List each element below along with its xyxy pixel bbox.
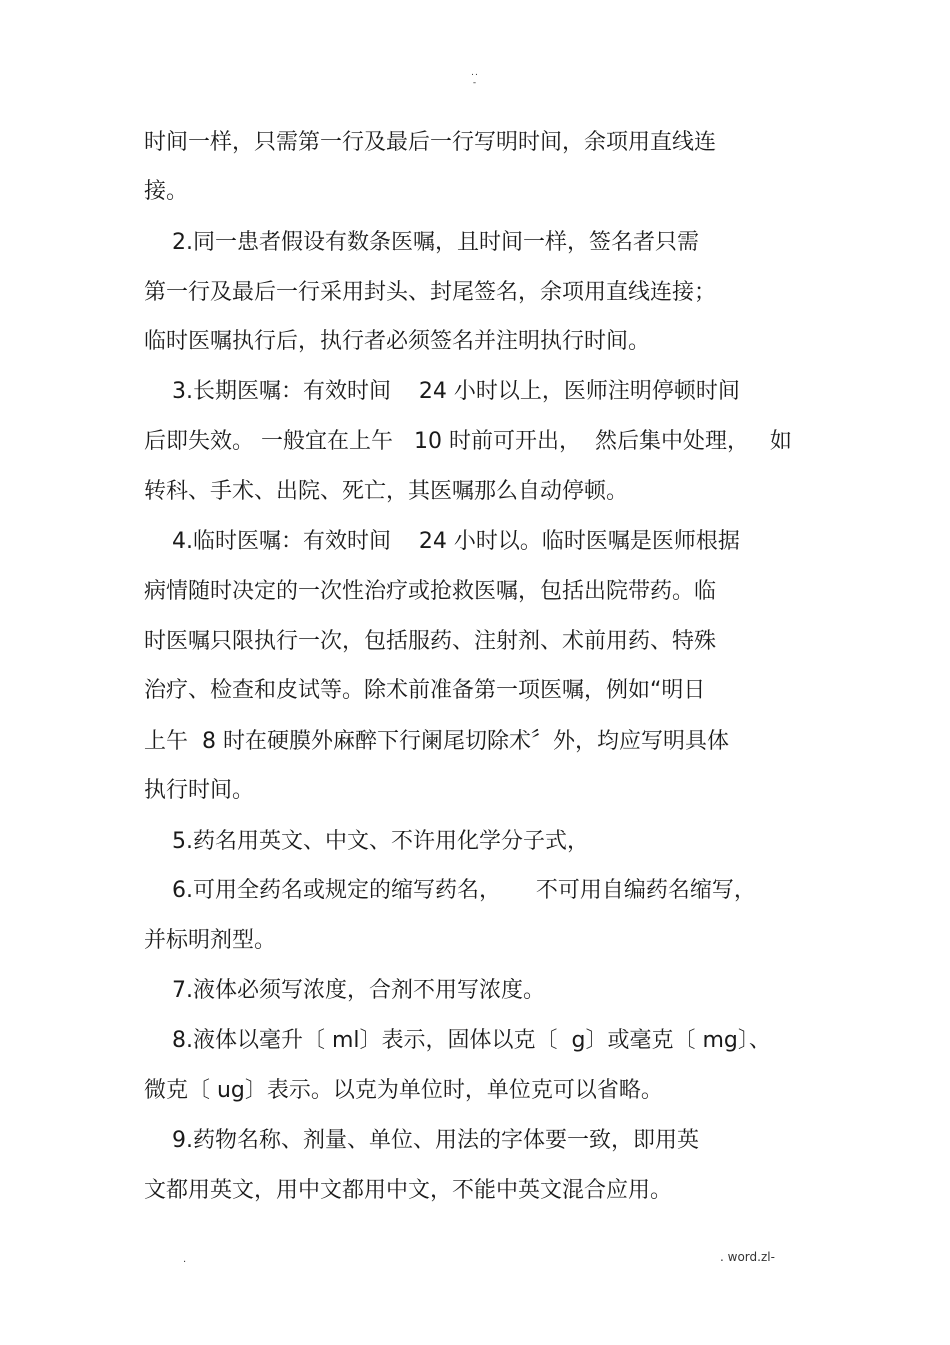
body-line-20: 微克〔 ug〕表示。以克为单位时，单位克可以省略。 xyxy=(144,1078,663,1103)
footer-left-mark: . xyxy=(183,1254,187,1265)
body-line-19: 8.液体以毫升〔 ml〕表示，固体以克〔 g〕或毫克〔 mg〕、 xyxy=(144,1028,771,1053)
body-line-10: 病情随时决定的一次性治疗或抢救医嘱，包括出院带药。临 xyxy=(144,579,717,604)
body-line-21: 9.药物名称、剂量、单位、用法的字体要一致，即用英 xyxy=(144,1128,699,1153)
body-line-4: 第一行及最后一行采用封头、封尾签名，余项用直线连接； xyxy=(144,280,717,305)
footer-right-text: . word.zl- xyxy=(720,1250,775,1264)
body-line-7: 后即失效。 一般宜在上午 10 时前可开出， 然后集中处理， 如 xyxy=(144,429,792,454)
body-line-2: 接。 xyxy=(144,179,189,204)
body-line-3: 2.同一患者假设有数条医嘱，且时间一样，签名者只需 xyxy=(144,230,699,255)
body-line-9: 4.临时医嘱：有效时间 24 小时以。临时医嘱是医师根据 xyxy=(144,529,740,554)
body-line-1: 时间一样，只需第一行及最后一行写明时间，余项用直线连 xyxy=(144,130,717,155)
header-mark-top: .. xyxy=(471,68,479,78)
body-line-15: 5.药名用英文、中文、不许用化学分子式， xyxy=(144,829,589,854)
body-line-8: 转科、手术、出院、死亡，其医嘱那么自动停顿。 xyxy=(144,479,629,504)
body-line-14: 执行时间。 xyxy=(144,778,255,803)
page-header-mark xyxy=(0,68,950,88)
body-line-13: 上午 8 时在硬膜外麻醉下行阑尾切除术〞外，均应写明具体 xyxy=(144,729,729,754)
body-line-6: 3.长期医嘱：有效时间 24 小时以上，医师注明停顿时间 xyxy=(144,379,740,404)
body-line-5: 临时医嘱执行后，执行者必须签名并注明执行时间。 xyxy=(144,329,651,354)
header-mark-bottom: - xyxy=(472,78,478,88)
body-line-17: 并标明剂型。 xyxy=(144,928,277,953)
body-line-16: 6.可用全药名或规定的缩写药名， 不可用自编药名缩写， xyxy=(144,878,756,903)
body-line-18: 7.液体必须写浓度，合剂不用写浓度。 xyxy=(144,978,545,1003)
body-line-12: 治疗、检查和皮试等。除术前准备第一项医嘱，例如“明日 xyxy=(144,678,706,703)
body-line-22: 文都用英文，用中文都用中文，不能中英文混合应用。 xyxy=(144,1178,673,1203)
body-line-11: 时医嘱只限执行一次，包括服药、注射剂、术前用药、特殊 xyxy=(144,629,717,654)
